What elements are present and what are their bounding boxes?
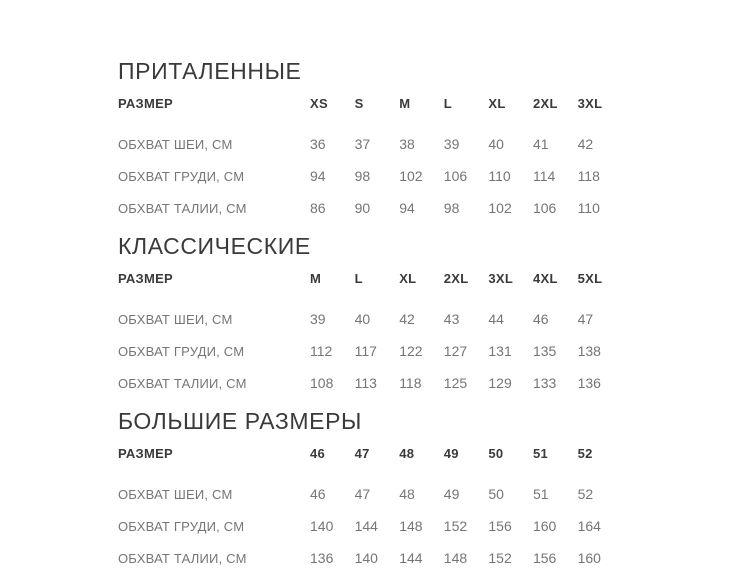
column-header: 5XL <box>577 271 603 286</box>
column-header: 4XL <box>532 271 558 286</box>
column-header: 47 <box>354 446 370 461</box>
cell-value: 156 <box>532 550 557 566</box>
cell-value: 114 <box>532 168 556 184</box>
cell-value: 140 <box>310 518 334 534</box>
cell-value: 40 <box>354 311 371 327</box>
cell-value: 136 <box>577 375 601 391</box>
column-header-size-label: РАЗМЕР <box>118 446 174 461</box>
cell-value: 102 <box>488 200 512 216</box>
cell-value: 160 <box>532 518 557 534</box>
column-header: M <box>310 271 322 286</box>
table-row-neck <box>118 487 623 502</box>
cell-value: 102 <box>399 168 423 184</box>
size-section-classic <box>118 233 623 391</box>
column-header: 2XL <box>532 96 558 111</box>
size-section-fitted <box>118 58 623 216</box>
cell-value: 110 <box>577 200 600 216</box>
column-header: 50 <box>488 446 504 461</box>
column-header: 46 <box>310 446 326 461</box>
column-header: 51 <box>532 446 549 461</box>
cell-value: 46 <box>310 486 326 502</box>
cell-value: 39 <box>443 136 460 152</box>
table-row-chest <box>118 519 623 534</box>
table-row-neck <box>118 312 623 327</box>
cell-value: 133 <box>532 375 557 391</box>
cell-value: 152 <box>443 518 468 534</box>
row-label: ОБХВАТ ТАЛИИ, СМ <box>118 376 247 391</box>
table-row-waist <box>118 376 623 391</box>
cell-value: 38 <box>399 136 415 152</box>
section-title-big: БОЛЬШИЕ РАЗМЕРЫ <box>118 408 362 434</box>
column-header: 3XL <box>488 271 514 286</box>
column-header: 3XL <box>577 96 603 111</box>
row-label: ОБХВАТ ШЕИ, СМ <box>118 312 233 327</box>
column-header-size-label: РАЗМЕР <box>118 271 174 286</box>
cell-value: 86 <box>310 200 326 216</box>
cell-value: 117 <box>354 343 377 359</box>
column-header: 48 <box>399 446 415 461</box>
cell-value: 125 <box>443 375 468 391</box>
cell-value: 39 <box>310 311 326 327</box>
table-row-chest <box>118 344 623 359</box>
row-label: ОБХВАТ ТАЛИИ, СМ <box>118 201 247 216</box>
cell-value: 113 <box>354 375 377 391</box>
table-header-row <box>118 272 623 285</box>
table-row-waist <box>118 551 623 566</box>
cell-value: 47 <box>577 311 594 327</box>
size-section-big <box>118 408 623 566</box>
cell-value: 98 <box>443 200 460 216</box>
size-chart-page <box>118 58 623 583</box>
cell-value: 110 <box>488 168 511 184</box>
cell-value: 41 <box>532 136 549 152</box>
cell-value: 44 <box>488 311 504 327</box>
cell-value: 36 <box>310 136 326 152</box>
table-row-neck <box>118 137 623 152</box>
cell-value: 127 <box>443 343 468 359</box>
row-label: ОБХВАТ ГРУДИ, СМ <box>118 169 245 184</box>
column-header: 52 <box>577 446 593 461</box>
cell-value: 42 <box>399 311 415 327</box>
cell-value: 46 <box>532 311 549 327</box>
cell-value: 43 <box>443 311 460 327</box>
cell-value: 50 <box>488 486 504 502</box>
cell-value: 51 <box>532 486 549 502</box>
cell-value: 122 <box>399 343 423 359</box>
cell-value: 148 <box>443 550 468 566</box>
section-title-classic: КЛАССИЧЕСКИЕ <box>118 233 311 259</box>
column-header: 2XL <box>443 271 469 286</box>
table-header-row <box>118 97 623 110</box>
cell-value: 148 <box>399 518 423 534</box>
cell-value: 106 <box>532 200 557 216</box>
cell-value: 40 <box>488 136 504 152</box>
cell-value: 160 <box>577 550 601 566</box>
cell-value: 52 <box>577 486 594 502</box>
cell-value: 144 <box>399 550 423 566</box>
section-title-fitted: ПРИТАЛЕННЫЕ <box>118 58 302 84</box>
table-row-chest <box>118 169 623 184</box>
cell-value: 108 <box>310 375 334 391</box>
cell-value: 118 <box>577 168 600 184</box>
column-header: S <box>354 96 364 111</box>
cell-value: 112 <box>310 343 333 359</box>
column-header: XS <box>310 96 328 111</box>
cell-value: 140 <box>354 550 378 566</box>
cell-value: 90 <box>354 200 371 216</box>
cell-value: 94 <box>310 168 326 184</box>
cell-value: 144 <box>354 518 378 534</box>
row-label: ОБХВАТ ТАЛИИ, СМ <box>118 551 247 566</box>
table-header-row <box>118 447 623 460</box>
cell-value: 135 <box>532 343 557 359</box>
cell-value: 138 <box>577 343 601 359</box>
row-label: ОБХВАТ ШЕИ, СМ <box>118 137 233 152</box>
row-label: ОБХВАТ ШЕИ, СМ <box>118 487 233 502</box>
column-header: XL <box>399 271 417 286</box>
column-header: L <box>443 96 453 111</box>
column-header: 49 <box>443 446 459 461</box>
cell-value: 47 <box>354 486 371 502</box>
cell-value: 129 <box>488 375 512 391</box>
row-label: ОБХВАТ ГРУДИ, СМ <box>118 519 245 534</box>
cell-value: 131 <box>488 343 512 359</box>
cell-value: 106 <box>443 168 468 184</box>
cell-value: 94 <box>399 200 415 216</box>
cell-value: 164 <box>577 518 601 534</box>
cell-value: 152 <box>488 550 512 566</box>
row-label: ОБХВАТ ГРУДИ, СМ <box>118 344 245 359</box>
cell-value: 98 <box>354 168 371 184</box>
column-header-size-label: РАЗМЕР <box>118 96 174 111</box>
cell-value: 37 <box>354 136 371 152</box>
cell-value: 42 <box>577 136 594 152</box>
cell-value: 49 <box>443 486 460 502</box>
cell-value: 48 <box>399 486 415 502</box>
cell-value: 118 <box>399 375 422 391</box>
cell-value: 156 <box>488 518 512 534</box>
table-row-waist <box>118 201 623 216</box>
column-header: M <box>399 96 411 111</box>
column-header: XL <box>488 96 506 111</box>
column-header: L <box>354 271 363 286</box>
cell-value: 136 <box>310 550 334 566</box>
